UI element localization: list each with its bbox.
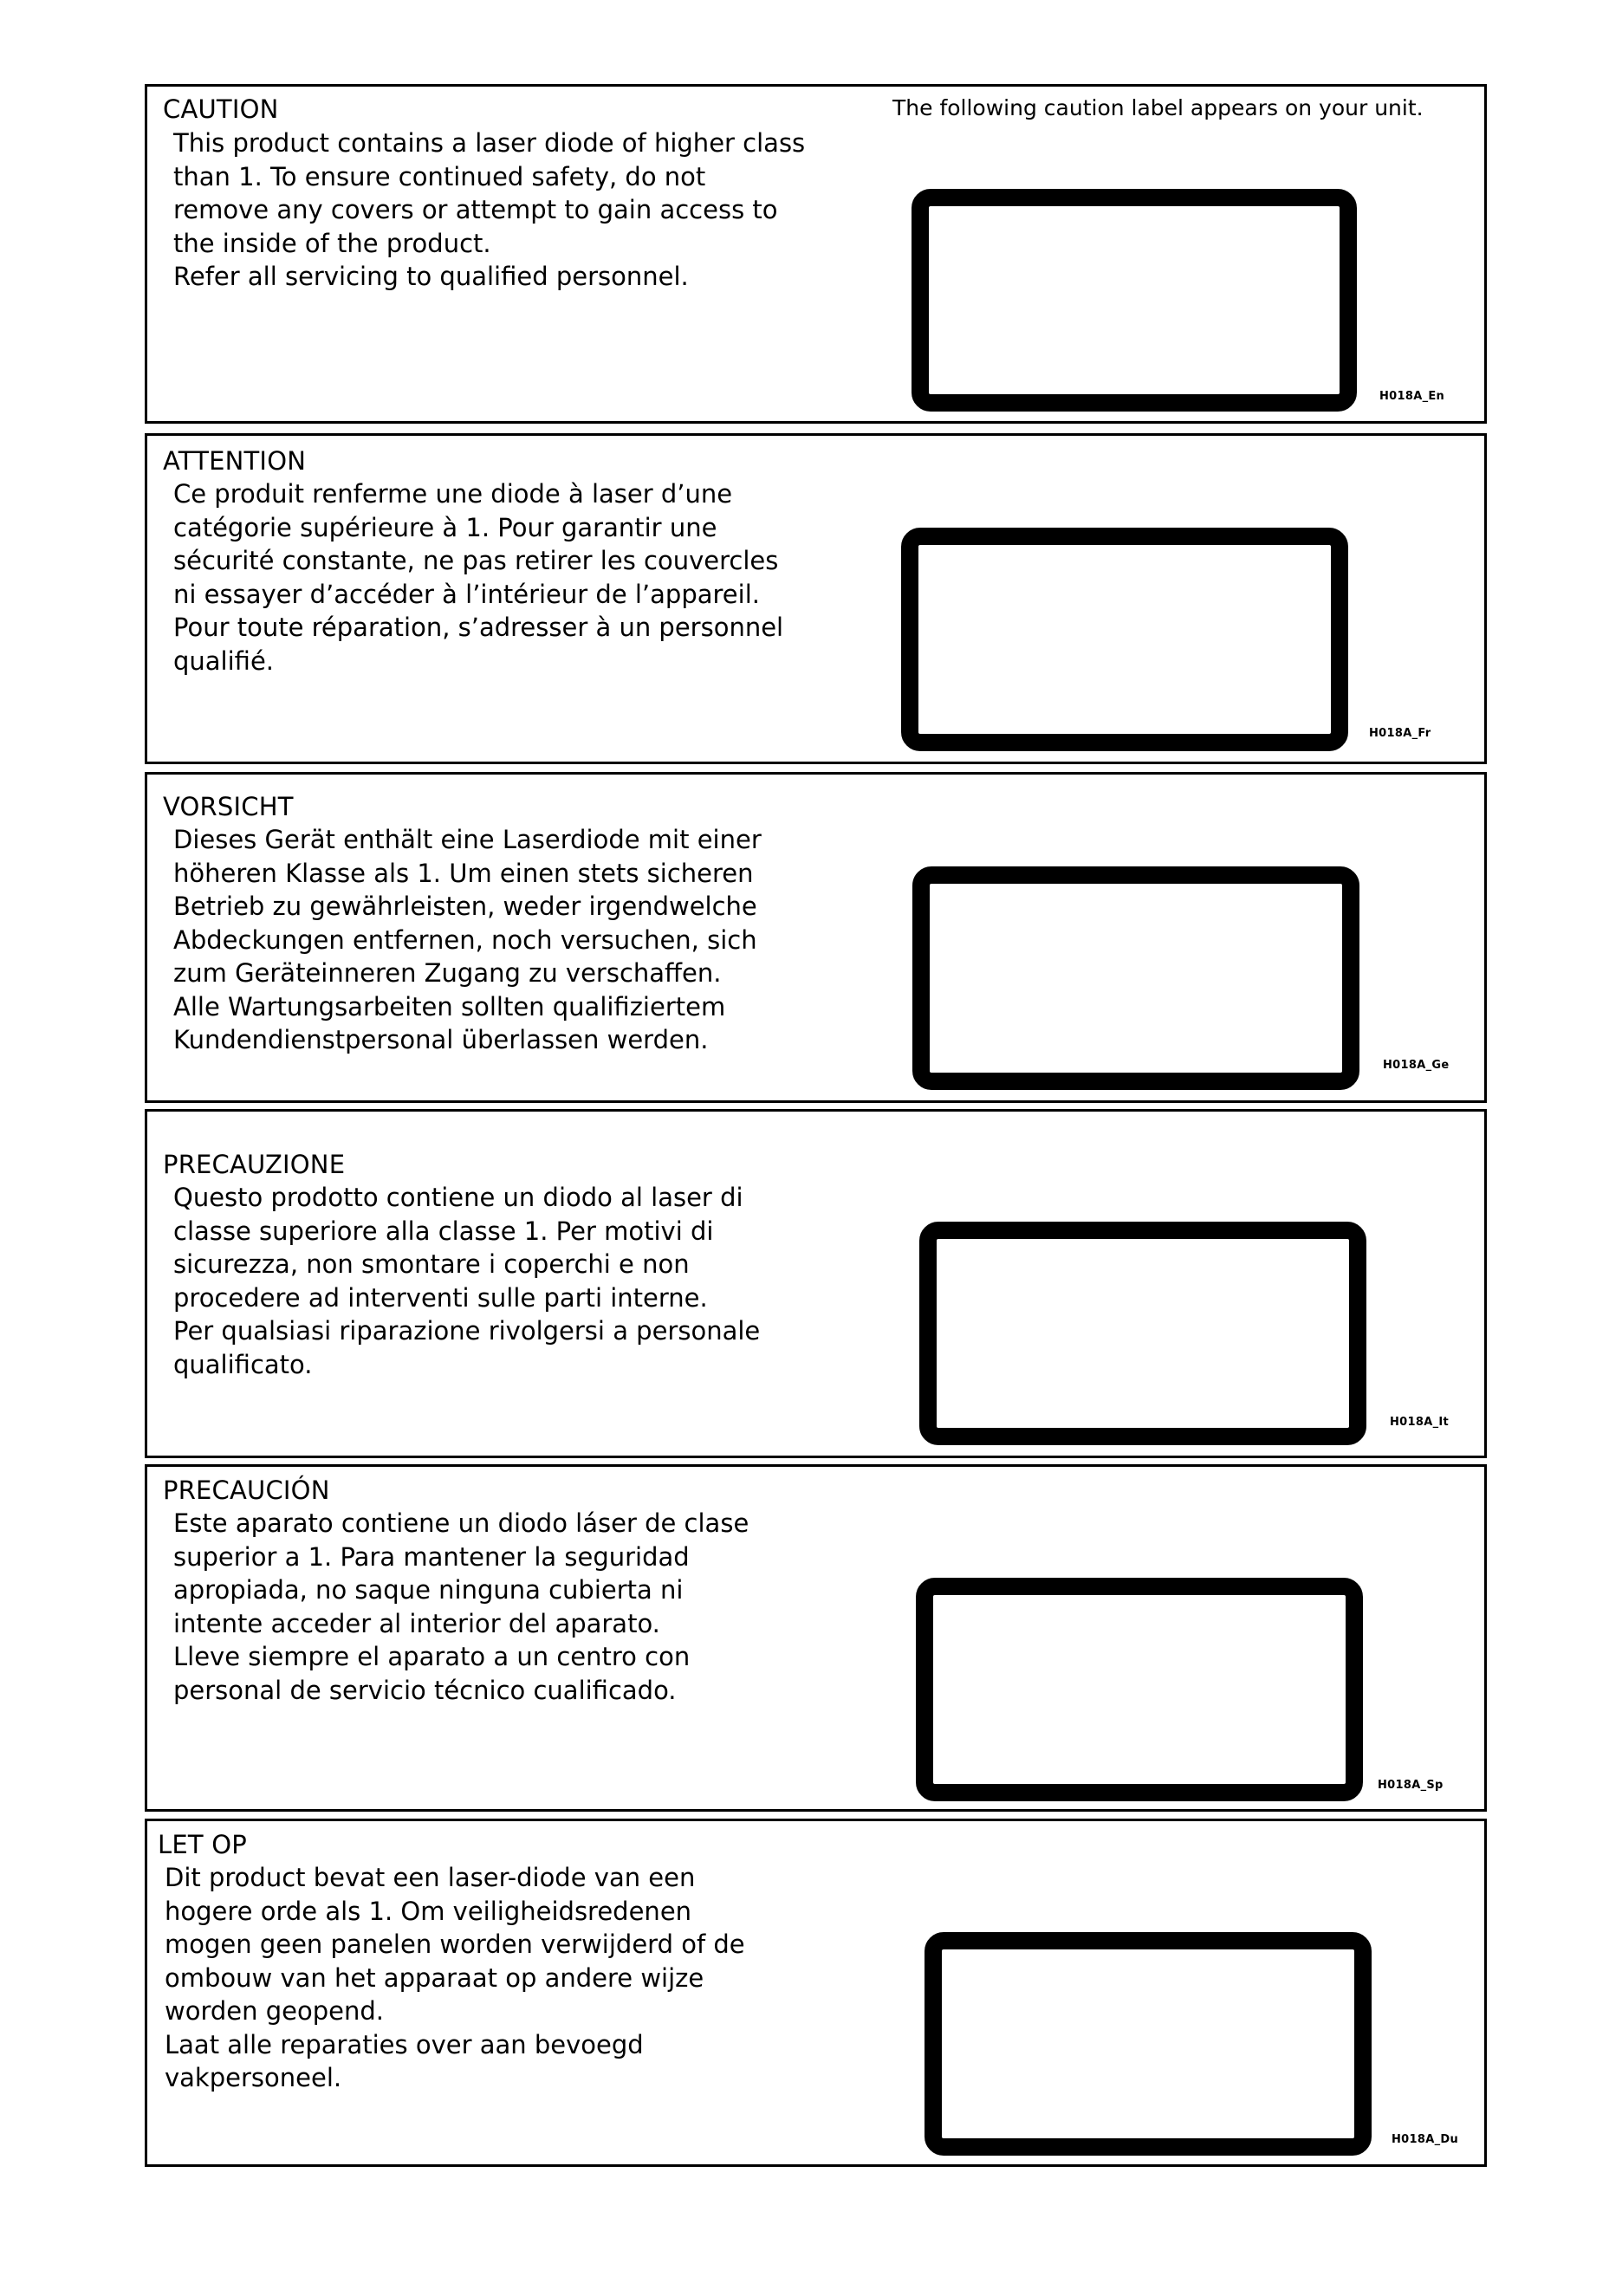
caution-panel-es xyxy=(145,1464,1487,1812)
label-code: H018A_Du xyxy=(1392,2133,1459,2146)
caution-panel-nl xyxy=(145,1819,1487,2167)
panel-paragraph: Pour toute réparation, s’adresser à un personnel qualifié. xyxy=(173,613,784,676)
caution-label-frame xyxy=(901,528,1348,751)
panel-paragraph: Questo prodotto contiene un diodo al laser di classe superiore alla classe 1. Per motivi di sicurezza, non smontare i coperchi e non procedere ad interventi sulle parti interne. xyxy=(173,1183,743,1313)
caution-label-frame xyxy=(925,1932,1372,2156)
caution-panel-fr xyxy=(145,433,1487,764)
panel-heading: PRECAUCIÓN xyxy=(163,1476,330,1505)
caution-panel-it xyxy=(145,1109,1487,1458)
panel-body xyxy=(173,1181,762,1381)
panel-paragraph: Laat alle reparaties over aan bevoegd vakpersoneel. xyxy=(165,2029,644,2092)
caution-panel-de xyxy=(145,772,1487,1103)
panel-paragraph: Refer all servicing to qualified personnel. xyxy=(173,262,689,291)
panel-paragraph: Ce produit renferme une diode à laser d’une catégorie supérieure à 1. Pour garantir une sécurité constante, ne pas retirer les couvercles ni essayer d’accéder à l’intérieur de l’appareil. xyxy=(173,479,779,609)
panel-paragraph: Alle Wartungsarbeiten sollten qualifiziertem Kundendienstpersonal überlassen werden. xyxy=(173,991,726,1054)
label-code: H018A_Sp xyxy=(1378,1779,1444,1792)
panel-paragraph: Per qualsiasi riparazione rivolgersi a personale qualificato. xyxy=(173,1316,761,1379)
panel-heading: VORSICHT xyxy=(163,792,294,821)
caution-panel-en xyxy=(145,84,1487,424)
caution-label-frame xyxy=(919,1222,1366,1445)
caution-label-frame xyxy=(916,1578,1363,1801)
panel-body xyxy=(173,823,780,1057)
label-code: H018A_It xyxy=(1390,1416,1450,1429)
panel-heading: CAUTION xyxy=(163,94,279,124)
label-code: H018A_Fr xyxy=(1369,727,1431,740)
panel-paragraph: Dit product bevat een laser-diode van een hogere orde als 1. Om veiligheidsredenen mogen geen panelen worden verwijderd of de ombouw van het apparaat op andere wijze worden geopend. xyxy=(165,1863,745,2026)
caution-label-frame xyxy=(912,866,1359,1090)
caution-label-frame xyxy=(912,189,1357,412)
panel-paragraph: Dieses Gerät enthält eine Laserdiode mit einer höheren Klasse als 1. Um einen stets sicheren Betrieb zu gewährleisten, weder irgendwelche Abdeckungen entfernen, noch versuchen, sich zum Geräteinneren Zugang zu verschaffen. xyxy=(173,825,762,988)
label-code: H018A_En xyxy=(1379,390,1445,403)
panel-body xyxy=(165,1861,762,2095)
panel-paragraph: Lleve siempre el aparato a un centro con personal de servicio técnico cualificado. xyxy=(173,1642,691,1705)
panel-heading: ATTENTION xyxy=(163,446,307,476)
label-code: H018A_Ge xyxy=(1383,1059,1450,1072)
panel-heading: LET OP xyxy=(158,1830,247,1859)
label-note: The following caution label appears on your unit. xyxy=(892,95,1424,120)
panel-body xyxy=(173,477,806,678)
panel-body xyxy=(173,126,806,294)
panel-heading: PRECAUZIONE xyxy=(163,1150,346,1179)
panel-paragraph: This product contains a laser diode of higher class than 1. To ensure continued safety, do not remove any covers or attempt to gain access to the inside of the product. xyxy=(173,128,806,258)
panel-paragraph: Este aparato contiene un diodo láser de clase superior a 1. Para mantener la seguridad apropiada, no saque ninguna cubierta ni intente acceder al interior del aparato. xyxy=(173,1508,749,1638)
panel-body xyxy=(173,1507,780,1707)
